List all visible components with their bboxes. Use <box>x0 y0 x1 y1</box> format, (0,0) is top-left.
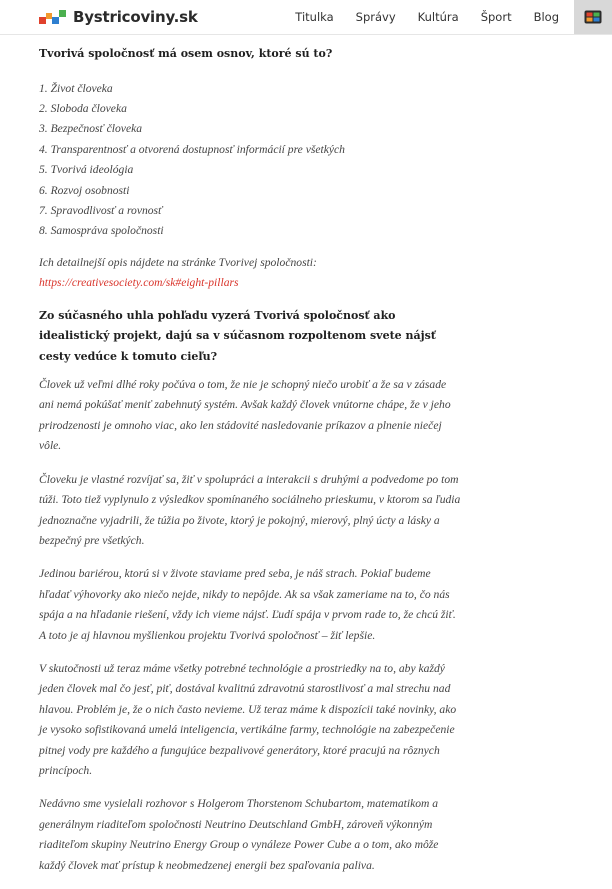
list-item: 1. Život človeka <box>39 81 113 95</box>
details-paragraph <box>39 253 463 294</box>
site-logo[interactable] <box>39 6 198 28</box>
list-item: 7. Spravodlivosť a rovnosť <box>39 203 163 217</box>
details-link[interactable]: https://creativesociety.com/sk#eight-pillars <box>39 276 239 290</box>
list-item: 2. Sloboda človeka <box>39 101 127 115</box>
logo-mark-icon <box>39 10 66 24</box>
article-paragraph: Jedinou bariérou, ktorú si v živote staviame pred seba, je náš strach. Pokiaľ budeme hľadať výhovorky ako niečo nejde, nikdy to nepôjde. Ak sa však zameriame na to, čo nás spája a na hľadanie riešení, vždy ich vieme nájsť. Ľudí spája v prvom rade to, že chcú žiť. A toto je aj hlavnou myšlienkou projektu Tvorivá spoločnosť – žiť lepšie. <box>39 567 456 642</box>
article-paragraph: Človeku je vlastné rozvíjať sa, žiť v spolupráci a interakcii s druhými a podvedome po tom túži. Toto tiež vyplynulo z výsledkov spomínaného sociálneho prieskumu, v ktorom sa ľudia jednoznačne vyjadrili, že túžia po živote, ktorý je pokojný, mierový, plný úcty a lásky a bezpečný pre všetkých. <box>39 472 461 547</box>
article-body <box>39 44 463 889</box>
pillars-list <box>39 79 463 242</box>
article-paragraph: V skutočnosti už teraz máme všetky potrebné technológie a prostriedky na to, aby každý jeden človek mal čo jesť, piť, dostával kvalitnú zdravotnú starostlivosť a mal strechu nad hlavou. Problém je, že o nich často nevieme. Už teraz máme k dispozícii také novinky, ako je vysoko sofistikovaná umelá inteligencia, vertikálne farmy, technológie na zabezpečenie pitnej vody pre každého a fungujúce bezpalivové generátory, ktoré pracujú na rôznych princípoch. <box>39 661 457 777</box>
question-heading: Tvorivá spoločnosť má osem osnov, ktoré sú to? <box>39 47 333 60</box>
list-item: 4. Transparentnosť a otvorená dostupnosť informácií pre všetkých <box>39 142 345 156</box>
main-nav <box>295 0 559 33</box>
nav-sport[interactable]: Šport <box>480 9 512 24</box>
nav-blog[interactable]: Blog <box>533 9 559 24</box>
tv-menu-button[interactable] <box>574 0 612 34</box>
article-paragraph: Človek už veľmi dlhé roky počúva o tom, že nie je schopný niečo urobiť a že sa v zásade ani nemá pokúšať meniť zabehnutý systém. Avšak každý človek vnútorne chápe, že v jeho prirodzenosti je omnoho viac, ako len stádovité nasledovanie príkazov a plnenie niečej vôle. <box>39 378 451 453</box>
list-item: 8. Samospráva spoločnosti <box>39 224 164 238</box>
details-text: Ich detailnejší opis nájdete na stránke Tvorivej spoločnosti: <box>39 255 317 269</box>
question-heading: Zo súčasného uhla pohľadu vyzerá Tvorivá spoločnosť ako idealistický projekt, dajú sa v súčasnom rozpoltenom svete nájsť cesty vedúce k tomuto cieľu? <box>39 308 436 363</box>
logo-text: Bystricoviny.sk <box>73 8 198 26</box>
tv-menu-icon <box>584 10 602 24</box>
list-item: 6. Rozvoj osobnosti <box>39 183 130 197</box>
list-item: 5. Tvorivá ideológia <box>39 163 134 177</box>
nav-kultura[interactable]: Kultúra <box>417 9 459 24</box>
nav-titulka[interactable]: Titulka <box>295 9 334 24</box>
list-item: 3. Bezpečnosť človeka <box>39 122 143 136</box>
site-header <box>0 0 612 35</box>
article-paragraph: Nedávno sme vysielali rozhovor s Holgerom Thorstenom Schubartom, matematikom a generálnym riaditeľom spoločnosti Neutrino Deutschland GmbH, zároveň výkonným riaditeľom skupiny Neutrino Energy Group o vynáleze Power Cube a o tom, ako môže každý človek mať prístup k neobmedzenej energii bez spaľovania paliva. <box>39 797 439 872</box>
nav-spravy[interactable]: Správy <box>355 9 396 24</box>
